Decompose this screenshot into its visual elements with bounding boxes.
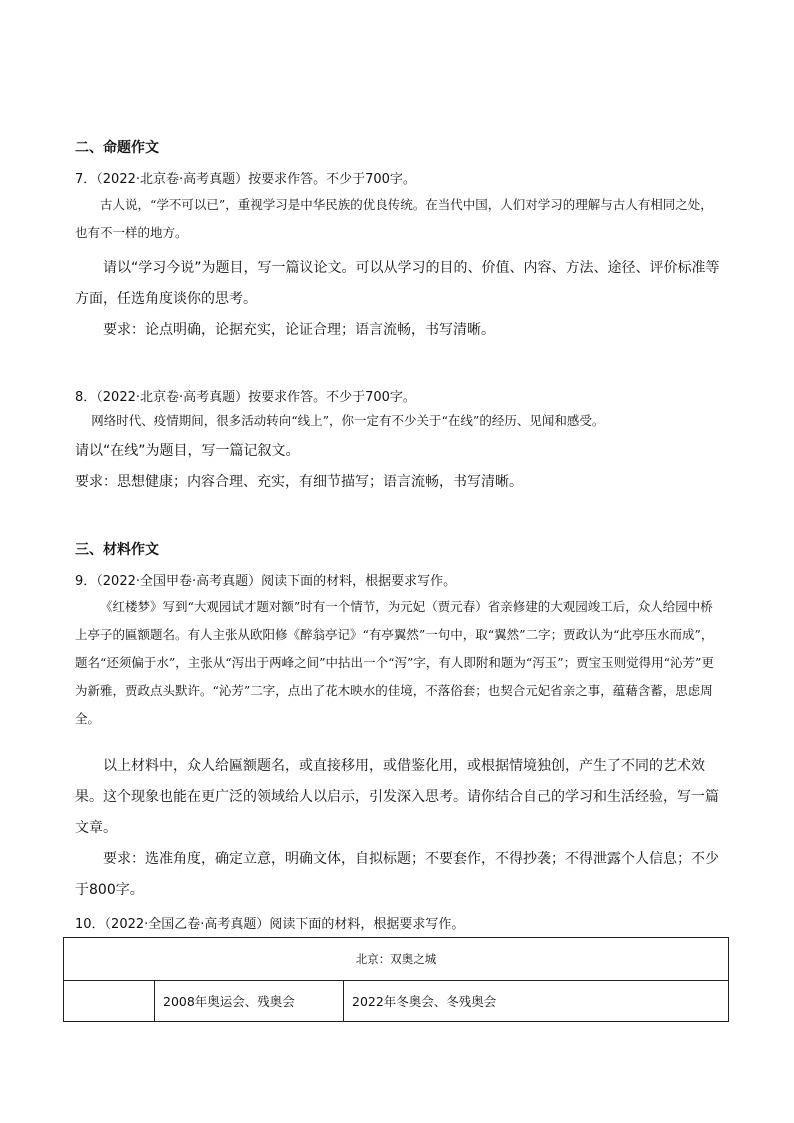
writing-prompt: 以上材料中，众人给匾额题名，或直接移用，或借鉴化用，或根据情境独创，产生了不同的艺术效果。这个现象也能在更广泛的领域给人以启示，引发深入思考。请你结合自己的学习和生活经验，写一篇文章。 bbox=[75, 758, 719, 836]
material-text: 古人说，“学不可以已”，重视学习是中华民族的优良传统。在当代中国，人们对学习的理解与古人有相同之处，也有不一样的地方。 bbox=[75, 197, 713, 240]
writing-prompt: 请以“学习今说”为题目，写一篇议论文。可以从学习的目的、价值、内容、方法、途径、评价标准等方面，任选角度谈你的思考。 bbox=[75, 260, 720, 307]
table-title: 北京：双奥之城 bbox=[64, 938, 729, 981]
table-cell-2008: 2008年奥运会、残奥会 bbox=[155, 981, 344, 1022]
table-cell-empty bbox=[64, 981, 155, 1022]
material-text: 网络时代、疫情期间，很多活动转向“线上”，你一定有不少关于“在线”的经历、见闻和感受。 bbox=[91, 413, 605, 428]
question-8-material bbox=[75, 407, 725, 435]
section-heading-2: 二、命题作文 bbox=[75, 140, 159, 156]
material-text: 《红楼梦》写到“大观园试才题对额”时有一个情节，为元妃（贾元春）省亲修建的大观园竣工后，众人给园中桥上亭子的匾额题名。有人主张从欧阳修《醉翁亭记》“有亭翼然”一句中，取“翼然”二字；贾政认为“此亭压水而成”，题名“还须偏于水”，主张从“泻出于两峰之间”中拈出一个“泻”字，有人即附和题为“泻玉”；贾宝玉则觉得用“沁芳”更为新雅，贾政点头默许。“沁芳”二字，点出了花木映水的佳境，不落俗套；也契合元妃省亲之事，蕴藉含蓄，思虑周全。 bbox=[75, 599, 714, 726]
table-cell-2022: 2022年冬奥会、冬残奥会 bbox=[344, 981, 729, 1022]
olympics-table bbox=[63, 937, 729, 1022]
question-7-material bbox=[75, 191, 725, 247]
question-8-stem: 8．（2022·北京卷·高考真题）按要求作答。不少于700字。 bbox=[75, 390, 416, 405]
question-8-body bbox=[75, 436, 725, 498]
question-9-material bbox=[75, 593, 725, 733]
question-7-stem: 7．（2022·北京卷·高考真题）按要求作答。不少于700字。 bbox=[75, 172, 416, 187]
section-heading-3: 三、材料作文 bbox=[75, 542, 159, 558]
writing-requirements: 要求：思想健康；内容合理、充实，有细节描写；语言流畅，书写清晰。 bbox=[75, 474, 523, 490]
question-7-body bbox=[75, 253, 725, 346]
question-9-body bbox=[75, 751, 725, 906]
writing-requirements: 要求：选准角度，确定立意，明确文体，自拟标题；不要套作，不得抄袭；不得泄露个人信息；不少于800字。 bbox=[75, 851, 719, 898]
writing-prompt: 请以“在线”为题目，写一篇记叙文。 bbox=[75, 443, 300, 459]
question-10-stem: 10．（2022·全国乙卷·高考真题）阅读下面的材料，根据要求写作。 bbox=[75, 917, 465, 932]
question-9-stem: 9．（2022·全国甲卷·高考真题）阅读下面的材料，根据要求写作。 bbox=[75, 574, 457, 589]
writing-requirements: 要求：论点明确，论据充实，论证合理；语言流畅，书写清晰。 bbox=[103, 322, 495, 338]
